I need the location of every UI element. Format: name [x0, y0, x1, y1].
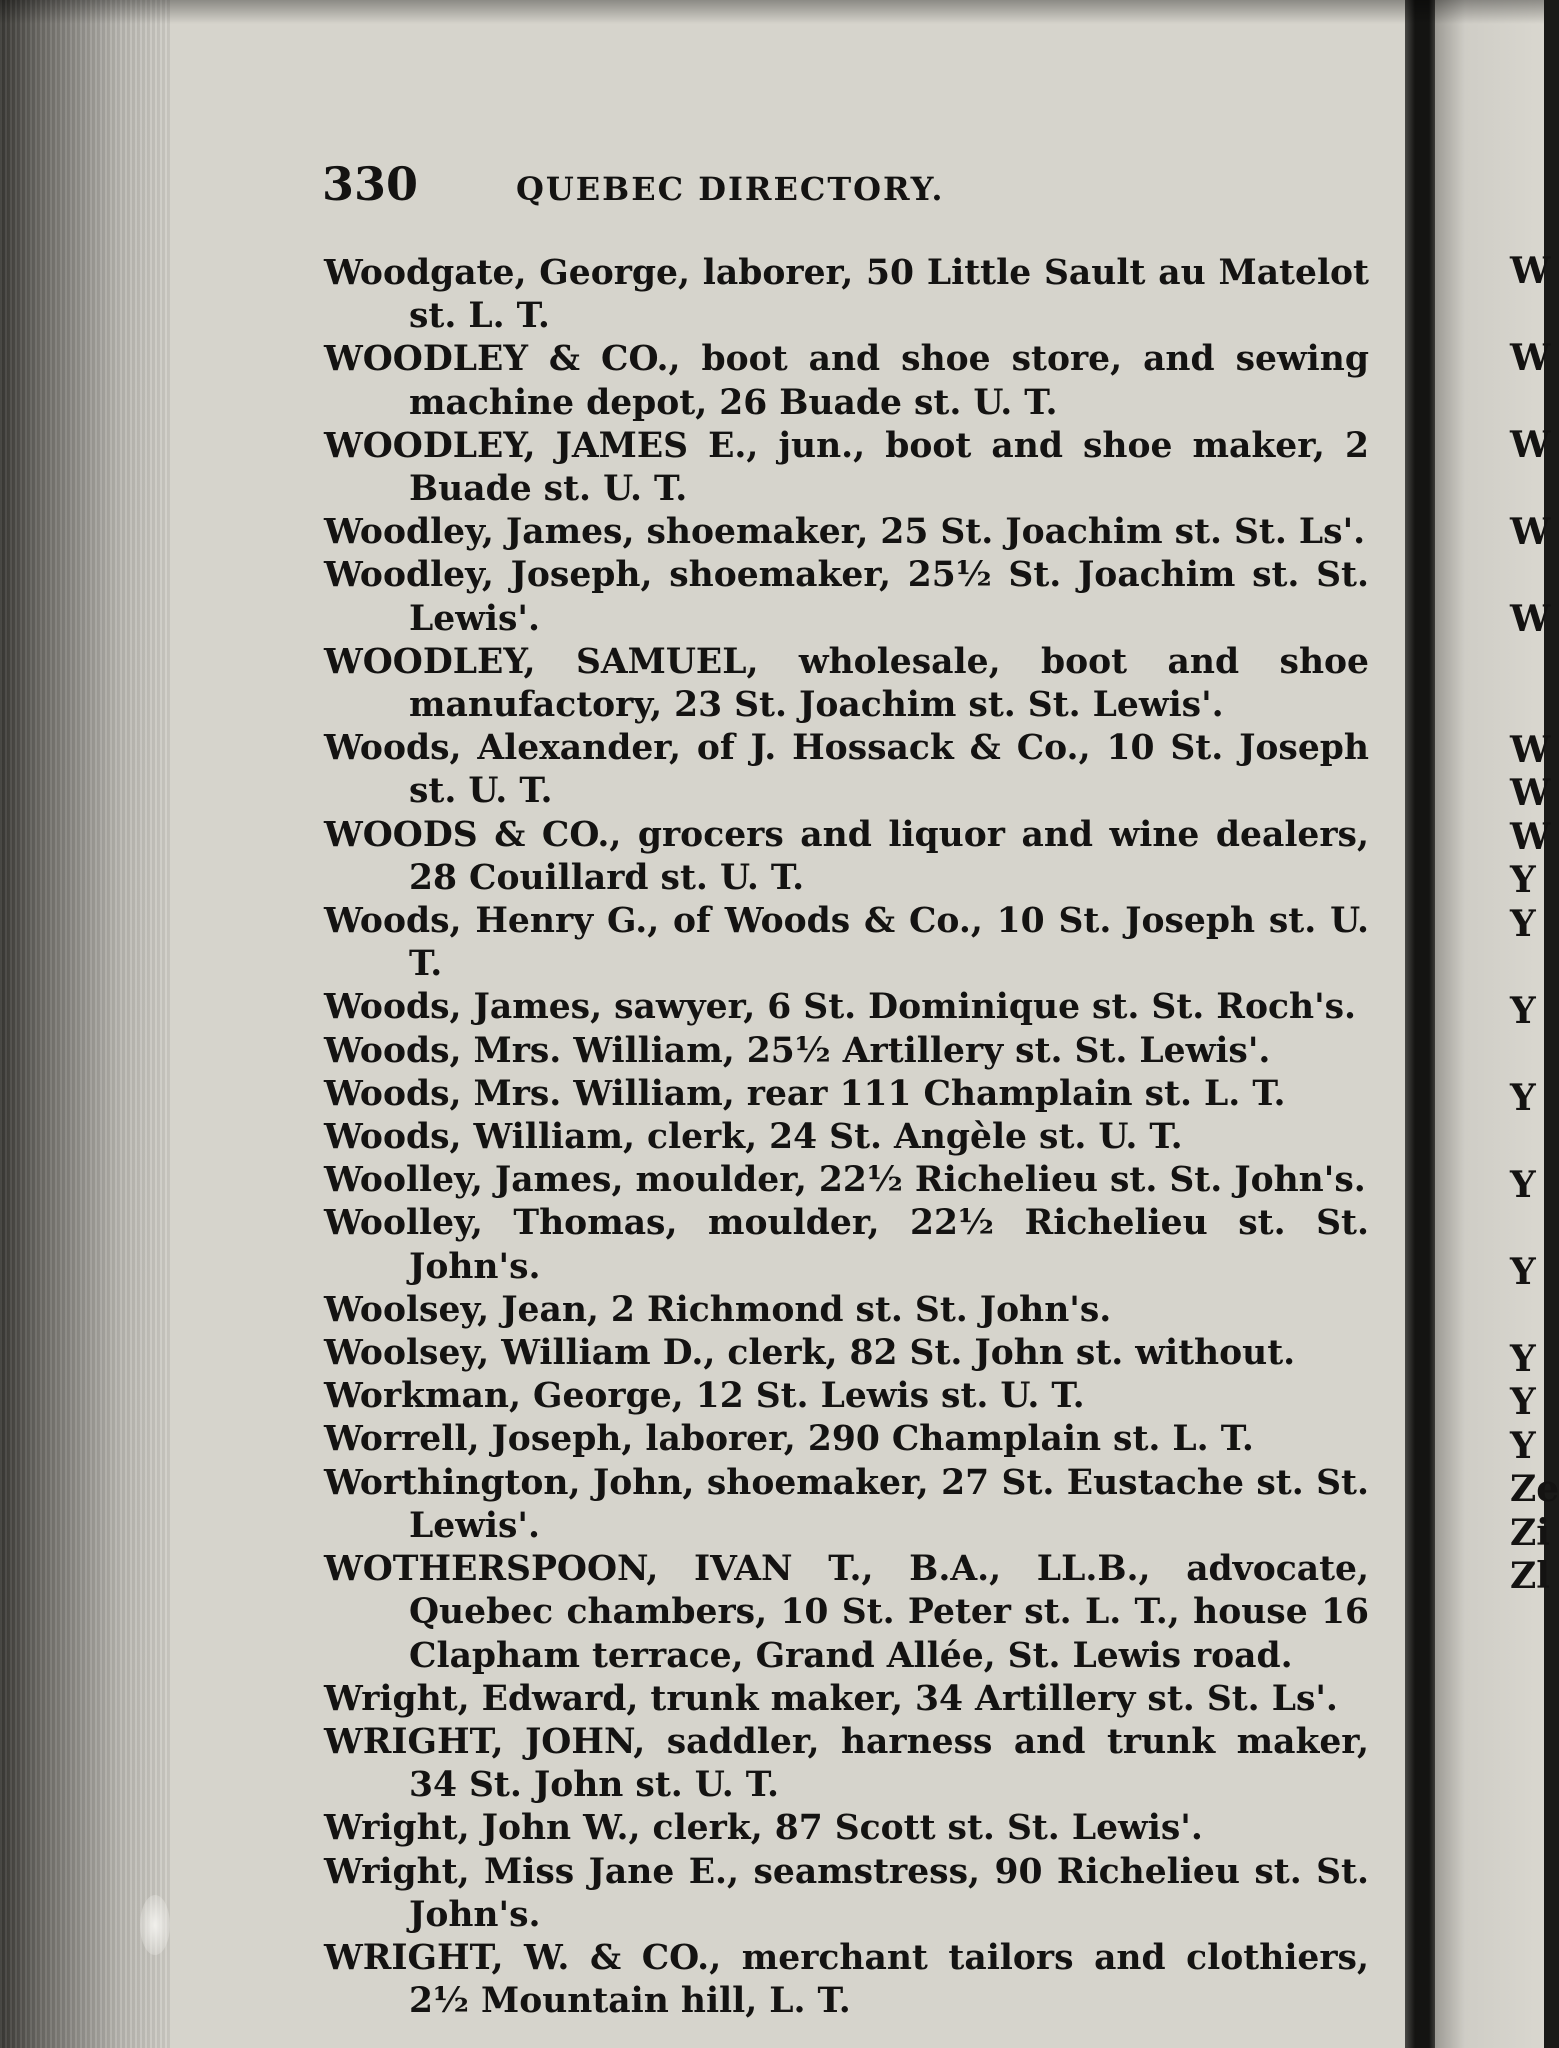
facing-page-text-fragments: [1510, 250, 1559, 1599]
fragment: W: [1510, 337, 1551, 379]
top-shadow: [0, 0, 1544, 24]
fragment: [1510, 685, 1544, 729]
fragment: [1510, 642, 1544, 686]
directory-entry: Woods, Alexander, of J. Hossack & Co., 10 St. Joseph st. U. T.: [324, 728, 1369, 812]
fragment: Zi: [1510, 1511, 1550, 1554]
fragment: [1510, 1033, 1544, 1077]
directory-entry: WOODLEY, SAMUEL, wholesale, boot and shoe manufactory, 23 St. Joachim st. St. Lewis'.: [324, 641, 1369, 726]
fragment: Y: [1510, 1381, 1536, 1423]
fragment: Y: [1510, 1076, 1536, 1119]
directory-entry: Woodgate, George, laborer, 50 Little Sault au Matelot st. L. T.: [324, 253, 1369, 337]
page-number: 330: [322, 157, 419, 211]
directory-entry: Woolley, James, moulder, 22½ Richelieu st. St. John's.: [324, 1160, 1366, 1201]
fragment: Y: [1510, 989, 1536, 1032]
fragment: [1510, 1294, 1544, 1338]
directory-entry: Wright, Miss Jane E., seamstress, 90 Richelieu st. St. John's.: [324, 1851, 1369, 1935]
directory-entry: Woolsey, William D., clerk, 82 St. John st. without.: [324, 1333, 1296, 1374]
fragment: W: [1510, 511, 1551, 553]
fragment: Y: [1510, 902, 1536, 945]
fragment: Y: [1510, 1424, 1536, 1467]
fragment: [1510, 294, 1544, 338]
directory-entry: Woods, Mrs. William, 25½ Artillery st. St. Lewis'.: [324, 1030, 1271, 1071]
directory-entry: Woodley, James, shoemaker, 25 St. Joachim st. St. Ls'.: [324, 512, 1366, 553]
directory-entry: Woolsey, Jean, 2 Richmond st. St. John's.: [324, 1289, 1112, 1330]
directory-entry: WOODS & CO., grocers and liquor and wine dealers, 28 Couillard st. U. T.: [324, 814, 1369, 898]
fragment: W: [1510, 815, 1551, 858]
fragment: [1510, 1120, 1544, 1164]
fragment: W: [1510, 424, 1551, 466]
fragment: [1510, 555, 1544, 599]
fragment: Y: [1510, 1337, 1536, 1380]
running-title: QUEBEC DIRECTORY.: [515, 170, 945, 208]
directory-entry: Woodley, Joseph, shoemaker, 25½ St. Joachim st. St. Lewis'.: [324, 555, 1369, 639]
fragment: [1510, 1207, 1544, 1251]
directory-entry: WOODLEY & CO., boot and shoe store, and sewing machine depot, 26 Buade st. U. T.: [324, 339, 1369, 423]
book-gutter: [1405, 0, 1435, 2048]
directory-entry: WRIGHT, W. & CO., merchant tailors and clothiers, 2½ Mountain hill, L. T.: [324, 1937, 1369, 2022]
page-header: [322, 158, 1122, 210]
fragment: Y: [1510, 1163, 1536, 1206]
directory-entry: WOODLEY, JAMES E., jun., boot and shoe maker, 2 Buade st. U. T.: [324, 425, 1369, 510]
directory-entry: WOTHERSPOON, IVAN T., B.A., LL.B., advocate, Quebec chambers, 10 St. Peter st. L. T., house 16 Clapham terrace, Grand Allée, St. Lewis road.: [324, 1549, 1369, 1676]
fragment: Zl: [1510, 1555, 1550, 1597]
paper-smudge: [140, 1895, 170, 1955]
directory-entry: Woods, James, sawyer, 6 St. Dominique st. St. Roch's.: [324, 987, 1357, 1028]
directory-entry: Workman, George, 12 St. Lewis st. U. T.: [324, 1376, 1085, 1417]
fragment: Y: [1510, 1250, 1536, 1293]
fragment: [1510, 946, 1544, 990]
fragment: Y: [1510, 859, 1536, 901]
directory-entry: Woods, Mrs. William, rear 111 Champlain st. L. T.: [324, 1073, 1286, 1114]
fragment: [1510, 468, 1544, 512]
directory-entry: Woods, William, clerk, 24 St. Angèle st. U. T.: [324, 1117, 1183, 1158]
directory-entry: Worrell, Joseph, laborer, 290 Champlain st. L. T.: [324, 1419, 1254, 1460]
fragment: W: [1510, 772, 1551, 814]
fragment: W: [1510, 728, 1551, 771]
directory-entry: Wright, Edward, trunk maker, 34 Artillery st. St. Ls'.: [324, 1678, 1338, 1719]
fragment: W: [1510, 598, 1551, 640]
directory-entry: WRIGHT, JOHN, saddler, harness and trunk maker, 34 St. John st. U. T.: [324, 1721, 1369, 1806]
directory-entry: Woolley, Thomas, moulder, 22½ Richelieu st. St. John's.: [324, 1203, 1369, 1287]
directory-entry: Woods, Henry G., of Woods & Co., 10 St. Joseph st. U. T.: [324, 901, 1369, 985]
fragment: Ze: [1510, 1468, 1559, 1510]
directory-entry: Wright, John W., clerk, 87 Scott st. St. Lewis'.: [324, 1808, 1203, 1849]
stacked-page-edges: [0, 0, 190, 2048]
fragment: [1510, 381, 1544, 425]
fragment: W: [1510, 250, 1551, 292]
directory-entry: Worthington, John, shoemaker, 27 St. Eustache st. St. Lewis'.: [324, 1462, 1369, 1546]
directory-entries: [324, 252, 1369, 2023]
